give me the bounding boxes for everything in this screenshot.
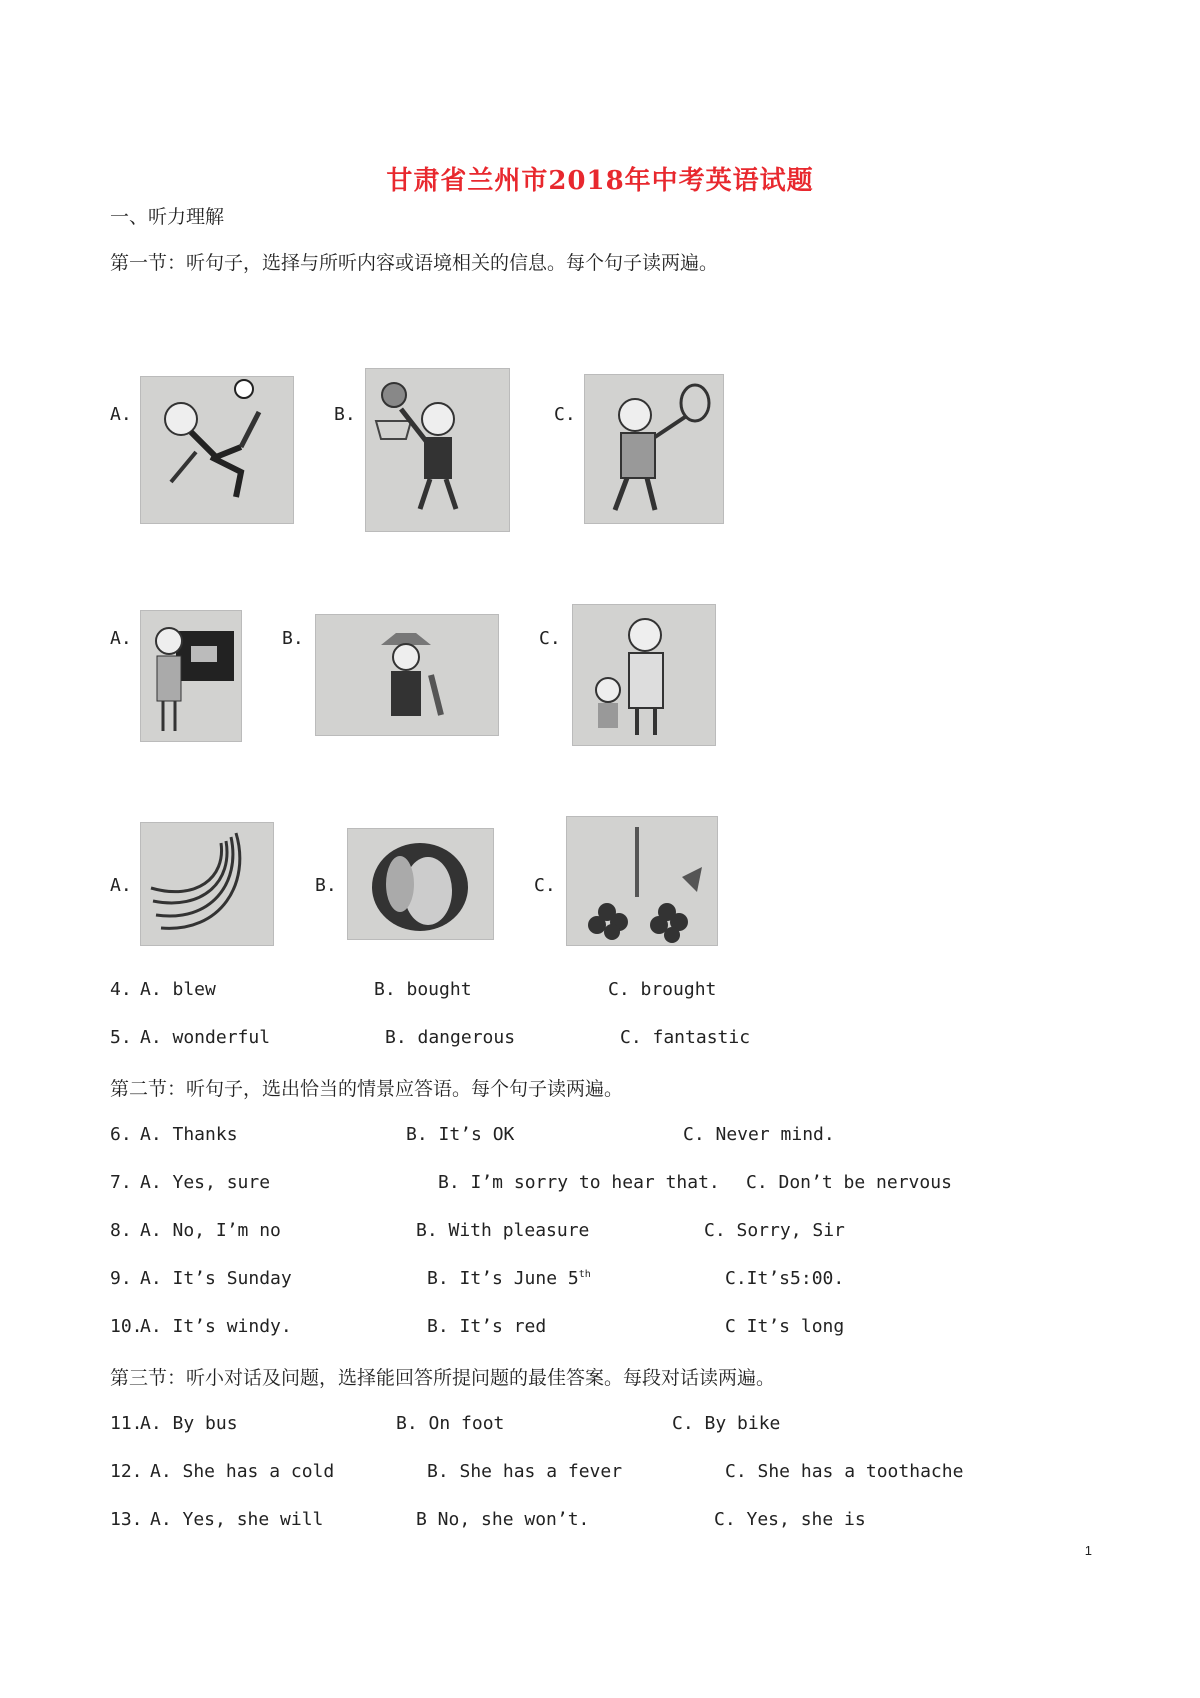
q9-option-b	[427, 1268, 591, 1289]
q9-option-b-sup: th	[578, 1269, 591, 1280]
grapes-picture	[566, 816, 718, 946]
q4-option-c: C. brought	[608, 979, 717, 1000]
q12-number: 12.	[110, 1461, 143, 1482]
q2-label-a: A.	[110, 628, 132, 649]
doctor-picture	[572, 604, 716, 746]
q11-option-b: B. On foot	[396, 1413, 505, 1434]
q13-option-c: C. Yes, she is	[714, 1509, 866, 1530]
q10-number: 10.	[110, 1316, 143, 1337]
q8-option-c: C. Sorry, Sir	[704, 1220, 845, 1241]
q10-option-a: A. It’s windy.	[140, 1316, 292, 1337]
q1-label-c: C.	[554, 404, 576, 425]
q12-option-c: C. She has a toothache	[725, 1461, 964, 1482]
q5-option-a: A. wonderful	[140, 1027, 271, 1048]
q4-option-a: A. blew	[140, 979, 216, 1000]
q1-label-a: A.	[110, 404, 132, 425]
q7-number: 7.	[110, 1172, 132, 1193]
q1-label-b: B.	[334, 404, 356, 425]
q12-option-a: A. She has a cold	[150, 1461, 335, 1482]
part1-heading: 一、听力理解	[110, 206, 225, 228]
q9-option-c: C.It’s5:00.	[725, 1268, 845, 1289]
section1-instructions: 第一节：听句子，选择与所听内容或语境相关的信息。每个句子读两遍。	[110, 252, 719, 274]
page-title: 甘肃省兰州市2018年中考英语试题	[386, 166, 814, 196]
q3-label-c: C.	[534, 875, 556, 896]
q6-option-c: C. Never mind.	[683, 1124, 835, 1145]
q2-label-c: C.	[539, 628, 561, 649]
q11-option-a: A. By bus	[140, 1413, 238, 1434]
q7-option-b: B. I’m sorry to hear that.	[438, 1172, 720, 1193]
q2-label-b: B.	[282, 628, 304, 649]
section2-instructions: 第二节：听句子，选出恰当的情景应答语。每个句子读两遍。	[110, 1078, 624, 1100]
q6-number: 6.	[110, 1124, 132, 1145]
q4-number: 4.	[110, 979, 132, 1000]
q9-option-a: A. It’s Sunday	[140, 1268, 292, 1289]
basketball-player-picture	[365, 368, 510, 532]
q13-option-a: A. Yes, she will	[150, 1509, 324, 1530]
apple-picture	[347, 828, 494, 940]
q10-option-c: C It’s long	[725, 1316, 845, 1337]
farmer-picture	[315, 614, 499, 736]
q6-option-b: B. It’s OK	[406, 1124, 515, 1145]
q13-number: 13.	[110, 1509, 143, 1530]
q8-option-a: A. No, I’m no	[140, 1220, 281, 1241]
q12-option-b: B. She has a fever	[427, 1461, 623, 1482]
q9-option-b-text: B. It’s June 5	[427, 1268, 579, 1289]
soccer-player-picture	[140, 376, 294, 524]
q8-number: 8.	[110, 1220, 132, 1241]
q5-number: 5.	[110, 1027, 132, 1048]
q7-option-c: C. Don’t be nervous	[746, 1172, 952, 1193]
q5-option-b: B. dangerous	[385, 1027, 516, 1048]
q9-number: 9.	[110, 1268, 132, 1289]
q11-number: 11.	[110, 1413, 143, 1434]
q3-label-a: A.	[110, 875, 132, 896]
q6-option-a: A. Thanks	[140, 1124, 238, 1145]
q11-option-c: C. By bike	[672, 1413, 781, 1434]
q8-option-b: B. With pleasure	[416, 1220, 590, 1241]
q3-label-b: B.	[315, 875, 337, 896]
q5-option-c: C. fantastic	[620, 1027, 751, 1048]
section3-instructions: 第三节：听小对话及问题，选择能回答所提问题的最佳答案。每段对话读两遍。	[110, 1367, 776, 1389]
page-number: 1	[1084, 1543, 1092, 1558]
q13-option-b: B No, she won’t.	[416, 1509, 590, 1530]
q4-option-b: B. bought	[374, 979, 472, 1000]
teacher-picture	[140, 610, 242, 742]
q10-option-b: B. It’s red	[427, 1316, 547, 1337]
q7-option-a: A. Yes, sure	[140, 1172, 271, 1193]
banana-picture	[140, 822, 274, 946]
tennis-player-picture	[584, 374, 724, 524]
